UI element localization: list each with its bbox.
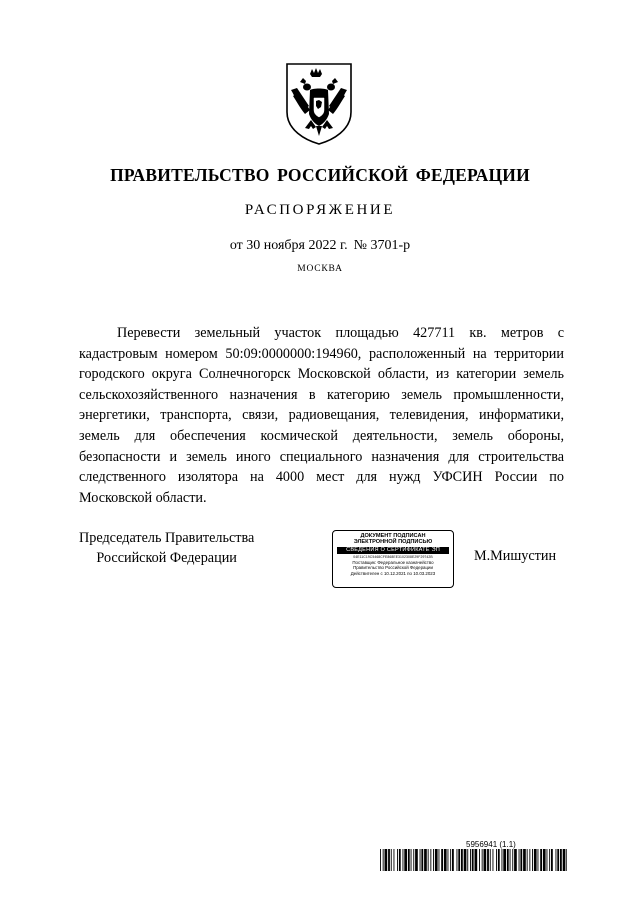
barcode-bar (510, 849, 511, 871)
barcode-bar (458, 849, 460, 871)
barcode-bar (479, 849, 480, 871)
stamp-owner: Правительство Российской Федерации (353, 565, 433, 571)
barcode-bar (461, 849, 463, 871)
barcode-bar (532, 849, 533, 871)
position-line-2: Российской Федерации (96, 550, 237, 566)
barcode-bar (520, 849, 522, 871)
barcode-bar (403, 849, 404, 871)
barcode-bar (557, 849, 559, 871)
barcode-bar (512, 849, 513, 871)
document-date-line (0, 238, 640, 254)
barcode-bar (547, 849, 548, 871)
barcode-bar (498, 849, 500, 871)
barcode-bar (435, 849, 438, 871)
barcode-bar (380, 849, 381, 871)
barcode-bar (482, 849, 483, 871)
barcode-bar (433, 849, 434, 871)
barcode-bar (566, 849, 567, 871)
barcode-bar (421, 849, 423, 871)
barcode-bar (404, 849, 407, 871)
stamp-validity: Действителен с 10.12.2021 по 10.03.2023 (350, 571, 436, 576)
barcode (380, 849, 567, 871)
barcode-bar (415, 849, 418, 871)
stamp-line-1: ДОКУМЕНТ ПОДПИСАН (360, 533, 426, 539)
document-number: № 3701-р (353, 238, 411, 253)
barcode-bar (424, 849, 427, 871)
barcode-bar (467, 849, 468, 871)
document-date: от 30 ноября 2022 г. (229, 238, 348, 253)
barcode-bar (439, 849, 440, 871)
government-title: ПРАВИТЕЛЬСТВО РОССИЙСКОЙ ФЕДЕРАЦИИ (110, 165, 530, 185)
barcode-bar (523, 849, 526, 871)
document-type: РАСПОРЯЖЕНИЕ (244, 202, 396, 218)
barcode-bar (502, 849, 503, 871)
barcode-bar (549, 849, 550, 871)
barcode-bar (411, 849, 412, 871)
barcode-bar (472, 849, 474, 871)
barcode-bar (493, 849, 494, 871)
electronic-signature-stamp (332, 530, 454, 588)
barcode-bar (394, 849, 395, 871)
barcode-bar (556, 849, 557, 871)
barcode-bar (538, 849, 539, 871)
barcode-bar (529, 849, 530, 871)
barcode-bar (430, 849, 431, 871)
barcode-bar (551, 849, 553, 871)
stamp-certificate-banner: СВЕДЕНИЯ О СЕРТИФИКАТЕ ЭП (337, 547, 449, 554)
barcode-bar (503, 849, 506, 871)
barcode-bar (450, 849, 451, 871)
barcode-bar (514, 849, 517, 871)
barcode-bar (391, 849, 392, 871)
stamp-serial: 04E11C19C5468CFE868EE3102308E29F29742B (353, 554, 433, 559)
stamp-line-2: ЭЛЕКТРОННОЙ ПОДПИСЬЮ (353, 539, 433, 546)
barcode-bar (519, 849, 520, 871)
barcode-bar (563, 849, 566, 871)
barcode-bar (413, 849, 414, 871)
barcode-bar (534, 849, 537, 871)
barcode-bar (399, 849, 401, 871)
barcode-bar (452, 849, 454, 871)
barcode-bar (490, 849, 491, 871)
barcode-bar (383, 849, 384, 871)
barcode-bar (388, 849, 390, 871)
barcode-bar (428, 849, 429, 871)
barcode-bar (441, 849, 443, 871)
order-paragraph: Перевести земельный участок площадью 427711 кв. метров с кадастровым номером 50:09:0000000:194960, расположенный на территории городского округа Солнечногорск Московской области, из категории земель сельскохозяйственного назначения в категорию земель промышленности, энергетики, транспорта, связи, радиовещания, телевидения, информатики, земель для обеспечения космической деятельности, земель обороны, безопасности и земель иного специального назначения для строительства следственного изолятора на 4000 мест для нужд УФСИН России по Московской области. (79, 325, 564, 506)
position-line-1: Председатель Правительства (79, 530, 255, 546)
barcode-bar (457, 849, 458, 871)
barcode-bar (507, 849, 509, 871)
stamp-provider: Поставщик: Федеральное казначейство (352, 559, 434, 565)
barcode-bar (464, 849, 467, 871)
barcode-bar (487, 849, 489, 871)
document-city: МОСКВА (297, 264, 343, 274)
barcode-bar (543, 849, 546, 871)
signatory-position (79, 528, 254, 568)
barcode-bar (470, 849, 471, 871)
barcode-bar (385, 849, 388, 871)
barcode-bar (496, 849, 497, 871)
document-code: 5956941 (1.1) (466, 840, 516, 849)
barcode-bar (448, 849, 449, 871)
barcode-bar (540, 849, 542, 871)
barcode-bar (475, 849, 478, 871)
coat-of-arms-emblem (283, 60, 355, 146)
barcode-bar (444, 849, 447, 871)
signer-name: М.Мишустин (474, 548, 557, 564)
barcode-bar (420, 849, 421, 871)
barcode-bar (408, 849, 410, 871)
barcode-bar (560, 849, 562, 871)
barcode-bar (484, 849, 487, 871)
barcode-bar (527, 849, 528, 871)
barcode-bar (397, 849, 398, 871)
